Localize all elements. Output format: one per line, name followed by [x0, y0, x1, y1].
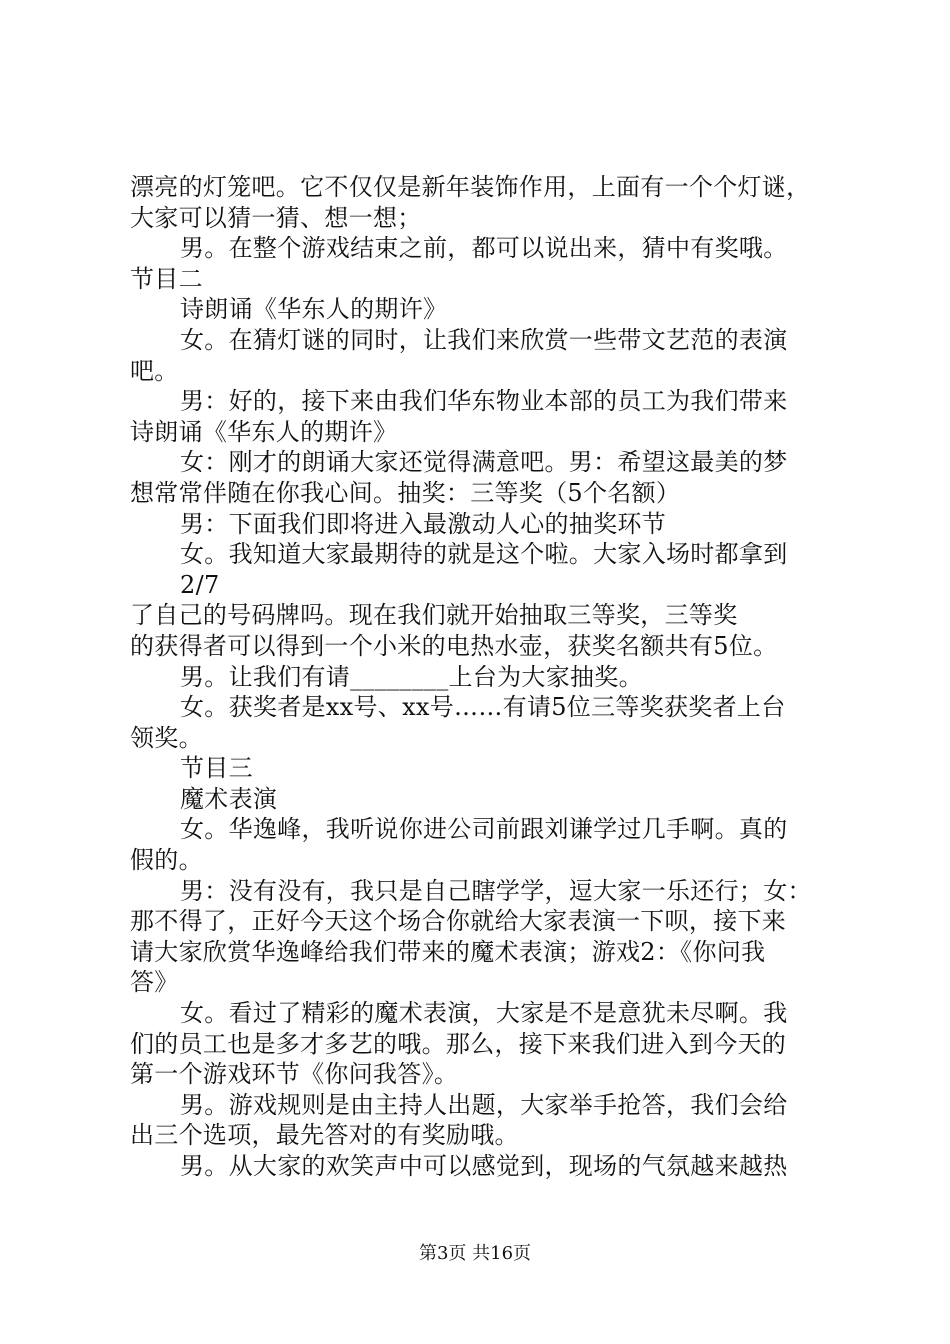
page-footer: 第3页 共16页 — [418, 1243, 532, 1264]
text-line: 那不得了，正好今天这个场合你就给大家表演一下呗，接下来 — [130, 907, 787, 936]
text-line: 女。获奖者是xx号、xx号……有请5位三等奖获奖者上台 — [180, 693, 786, 722]
text-line: 男。让我们有请________上台为大家抽奖。 — [180, 662, 643, 691]
text-line: 男：没有没有，我只是自己瞎学学，逗大家一乐还行；女： — [180, 876, 812, 905]
text-line: 女。华逸峰，我听说你进公司前跟刘谦学过几手啊。真的 — [180, 815, 788, 844]
text-line: 们的员工也是多才多艺的哦。那么，接下来我们进入到今天的 — [130, 1029, 787, 1058]
text-line: 领奖。 — [130, 723, 203, 752]
text-line: 节目二 — [130, 264, 203, 293]
text-line: 答》 — [130, 968, 179, 997]
text-line: 漂亮的灯笼吧。它不仅仅是新年装饰作用，上面有一个个灯谜， — [130, 173, 811, 201]
text-line: 男。从大家的欢笑声中可以感觉到，现场的气氛越来越热 — [180, 1152, 788, 1180]
text-line: 了自己的号码牌吗。现在我们就开始抽取三等奖，三等奖 — [130, 601, 738, 630]
text-line: 假的。 — [130, 846, 203, 875]
text-line: 想常常伴随在你我心间。抽奖：三等奖（5个名额） — [130, 478, 681, 507]
text-line: 女：刚才的朗诵大家还觉得满意吧。男：希望这最美的梦 — [180, 448, 788, 477]
text-line: 诗朗诵《华东人的期许》 — [130, 417, 398, 446]
text-line: 出三个选项，最先答对的有奖励哦。 — [130, 1121, 519, 1150]
text-line: 2/7 — [180, 570, 220, 599]
text-line: 请大家欣赏华逸峰给我们带来的魔术表演；游戏2：《你问我 — [130, 937, 766, 966]
document-body — [130, 172, 835, 1182]
text-line: 男。游戏规则是由主持人出题，大家举手抢答，我们会给 — [180, 1090, 788, 1119]
text-line: 魔术表演 — [180, 784, 278, 813]
text-line: 的获得者可以得到一个小米的电热水壶，获奖名额共有5位。 — [130, 631, 778, 660]
text-line: 诗朗诵《华东人的期许》 — [180, 295, 448, 324]
text-line: 大家可以猜一猜、想一想； — [130, 203, 422, 232]
text-line: 男：下面我们即将进入最激动人心的抽奖环节 — [180, 509, 666, 538]
text-line: 女。看过了精彩的魔术表演，大家是不是意犹未尽啊。我 — [180, 999, 788, 1028]
text-line: 女。我知道大家最期待的就是这个啦。大家入场时都拿到 — [180, 540, 788, 569]
text-line: 男：好的，接下来由我们华东物业本部的员工为我们带来 — [180, 387, 788, 416]
text-line: 第一个游戏环节《你问我答》。 — [130, 1060, 459, 1089]
text-line: 节目三 — [180, 754, 253, 783]
text-line: 吧。 — [130, 356, 179, 385]
text-line: 女。在猜灯谜的同时，让我们来欣赏一些带文艺范的表演 — [180, 325, 788, 354]
text-line: 男。在整个游戏结束之前，都可以说出来，猜中有奖哦。 — [180, 234, 788, 263]
